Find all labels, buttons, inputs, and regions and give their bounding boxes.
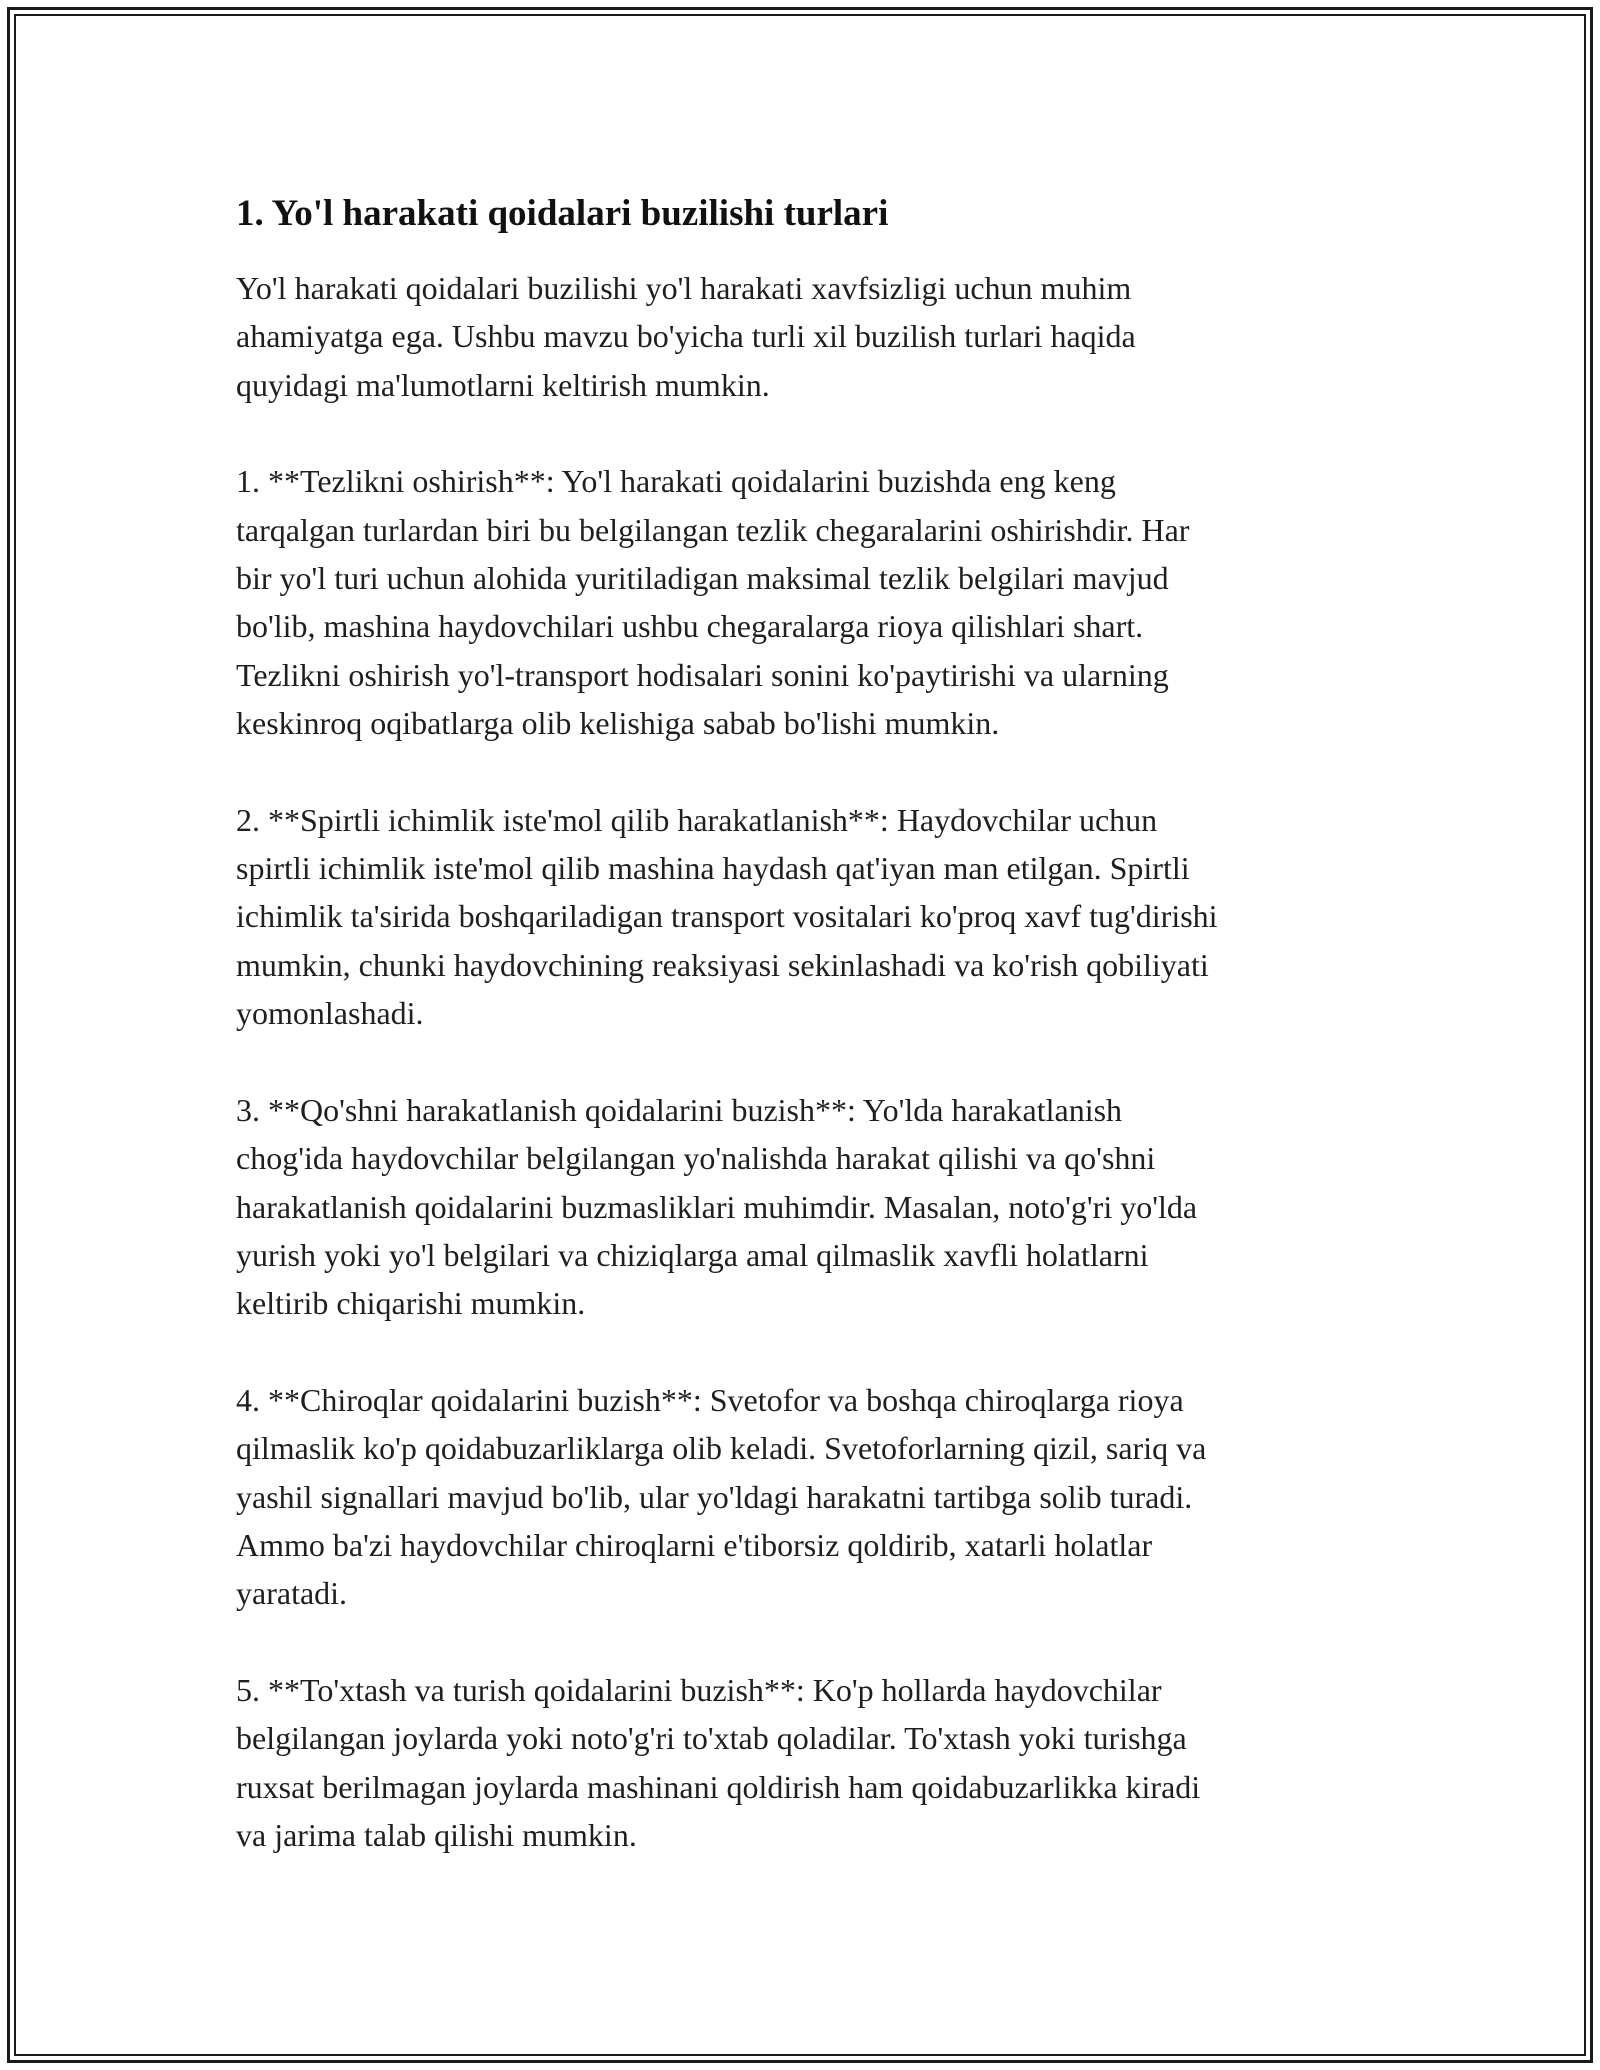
paragraph-line: yashil signallari mavjud bo'lib, ular yo'ldagi harakatni tartibga solib turadi.: [236, 1478, 1193, 1515]
paragraph-line: belgilangan joylarda yoki noto'g'ri to'xtab qoladilar. To'xtash yoki turishga: [236, 1720, 1187, 1757]
paragraph-line: Tezlikni oshirish yo'l-transport hodisalari sonini ko'paytirishi va ularning: [236, 656, 1169, 693]
paragraph-line: keskinroq oqibatlarga olib kelishiga sabab bo'lishi mumkin.: [236, 705, 1000, 742]
paragraph-line: chog'ida haydovchilar belgilangan yo'nalishda harakat qilishi va qo'shni: [236, 1140, 1156, 1177]
list-item-lane-rules: [236, 1086, 1386, 1328]
paragraph-line: 1. **Tezlikni oshirish**: Yo'l harakati qoidalarini buzishda eng keng: [236, 463, 1116, 500]
list-item-traffic-lights: [236, 1376, 1386, 1618]
paragraph-line: bo'lib, mashina haydovchilari ushbu chegaralarga rioya qilishlari shart.: [236, 608, 1144, 645]
paragraph-line: qilmaslik ko'p qoidabuzarliklarga olib keladi. Svetoforlarning qizil, sariq va: [236, 1430, 1207, 1467]
list-item-parking: [236, 1666, 1386, 1860]
document-body: [236, 190, 1386, 1907]
paragraph-line: ruxsat berilmagan joylarda mashinani qoldirish ham qoidabuzarlikka kiradi: [236, 1768, 1201, 1805]
paragraph-line: Ammo ba'zi haydovchilar chiroqlarni e'tiborsiz qoldirib, xatarli holatlar: [236, 1526, 1153, 1563]
paragraph-line: va jarima talab qilishi mumkin.: [236, 1816, 637, 1853]
paragraph-line: yomonlashadi.: [236, 995, 424, 1032]
paragraph-line: 4. **Chiroqlar qoidalarini buzish**: Svetofor va boshqa chiroqlarga rioya: [236, 1381, 1184, 1418]
list-item-speeding: [236, 457, 1386, 747]
intro-paragraph: [236, 264, 1386, 409]
paragraph-line: tarqalgan turlardan biri bu belgilangan tezlik chegaralarini oshirishdir. Har: [236, 511, 1190, 548]
paragraph-line: keltirib chiqarishi mumkin.: [236, 1285, 586, 1322]
paragraph-line: 5. **To'xtash va turish qoidalarini buzish**: Ko'p hollarda haydovchilar: [236, 1671, 1162, 1708]
paragraph-line: Yo'l harakati qoidalari buzilishi yo'l harakati xavfsizligi uchun muhim: [236, 270, 1132, 306]
paragraph-line: ahamiyatga ega. Ushbu mavzu bo'yicha turli xil buzilish turlari haqida: [236, 318, 1136, 355]
paragraph-line: bir yo'l turi uchun alohida yuritiladigan maksimal tezlik belgilari mavjud: [236, 560, 1169, 597]
paragraph-line: harakatlanish qoidalarini buzmasliklari muhimdir. Masalan, noto'g'ri yo'lda: [236, 1188, 1198, 1225]
paragraph-line: spirtli ichimlik iste'mol qilib mashina haydash qat'iyan man etilgan. Spirtli: [236, 850, 1190, 887]
paragraph-line: quyidagi ma'lumotlarni keltirish mumkin.: [236, 366, 770, 403]
list-item-drunk-driving: [236, 796, 1386, 1038]
paragraph-line: 3. **Qo'shni harakatlanish qoidalarini buzish**: Yo'lda harakatlanish: [236, 1091, 1123, 1128]
paragraph-line: yurish yoki yo'l belgilari va chiziqlarga amal qilmaslik xavfli holatlarni: [236, 1236, 1149, 1273]
paragraph-line: ichimlik ta'sirida boshqariladigan transport vositalari ko'proq xavf tug'dirishi: [236, 898, 1218, 935]
paragraph-line: mumkin, chunki haydovchining reaksiyasi sekinlashadi va ko'rish qobiliyati: [236, 946, 1209, 983]
page-title: 1. Yo'l harakati qoidalari buzilishi turlari: [236, 193, 889, 234]
paragraph-line: 2. **Spirtli ichimlik iste'mol qilib harakatlanish**: Haydovchilar uchun: [236, 801, 1158, 838]
paragraph-line: yaratadi.: [236, 1575, 348, 1612]
